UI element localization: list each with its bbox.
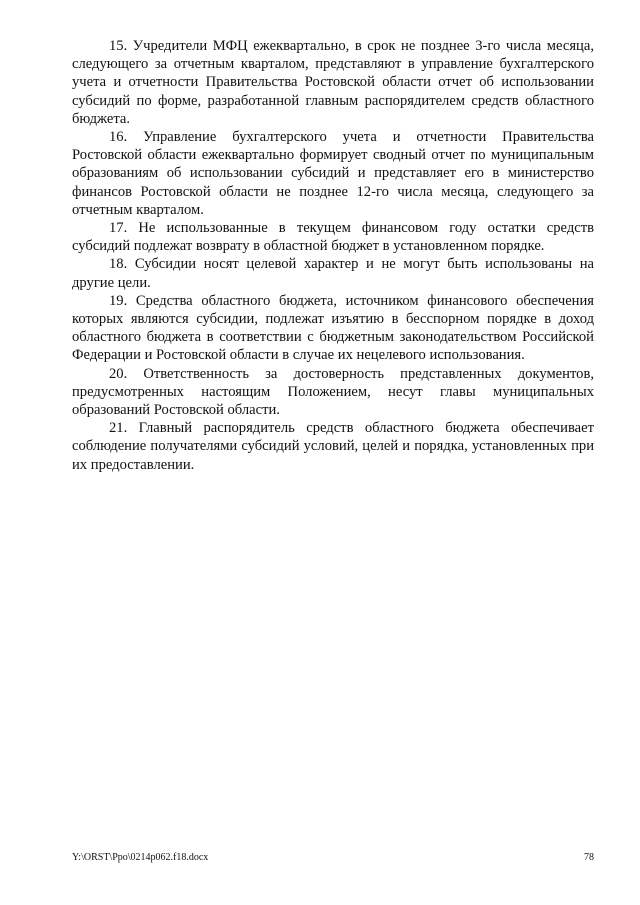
paragraph-19: 19. Средства областного бюджета, источником финансового обеспечения которых являются субсидии, подлежат изъятию в бесспорном порядке в доход областного бюджета в соответствии с бюджетным законодательством Российской Федерации и Ростовской области в случае их нецелевого использования. [72,292,594,364]
document-body [72,37,594,474]
paragraph-17: 17. Не использованные в текущем финансовом году остатки средств субсидий подлежат возврату в областной бюджет в установленном порядке. [72,220,594,255]
page-number: 78 [584,852,594,863]
footer-file-path: Y:\ORST\Ppo\0214p062.f18.docx [72,852,209,863]
paragraph-16: 16. Управление бухгалтерского учета и отчетности Правительства Ростовской области ежеквартально формирует сводный отчет по муниципальным образованиям об использовании субсидий и представляет его в министерство финансов Ростовской области не позднее 12-го числа месяца, следующего за отчетным кварталом. [72,129,594,218]
paragraph-18: 18. Субсидии носят целевой характер и не могут быть использованы на другие цели. [72,256,594,291]
paragraph-21: 21. Главный распорядитель средств областного бюджета обеспечивает соблюдение получателями субсидий условий, целей и порядка, установленных при их предоставлении. [72,420,594,473]
paragraph-20: 20. Ответственность за достоверность представленных документов, предусмотренных настоящим Положением, несут главы муниципальных образований Ростовской области. [72,365,594,419]
paragraph-15: 15. Учредители МФЦ ежеквартально, в срок не позднее 3-го числа месяца, следующего за отчетным кварталом, представляют в управление бухгалтерского учета и отчетности Правительства Ростовской области отчет об использовании субсидий по форме, разработанной главным распорядителем средств областного бюджета. [72,38,594,127]
